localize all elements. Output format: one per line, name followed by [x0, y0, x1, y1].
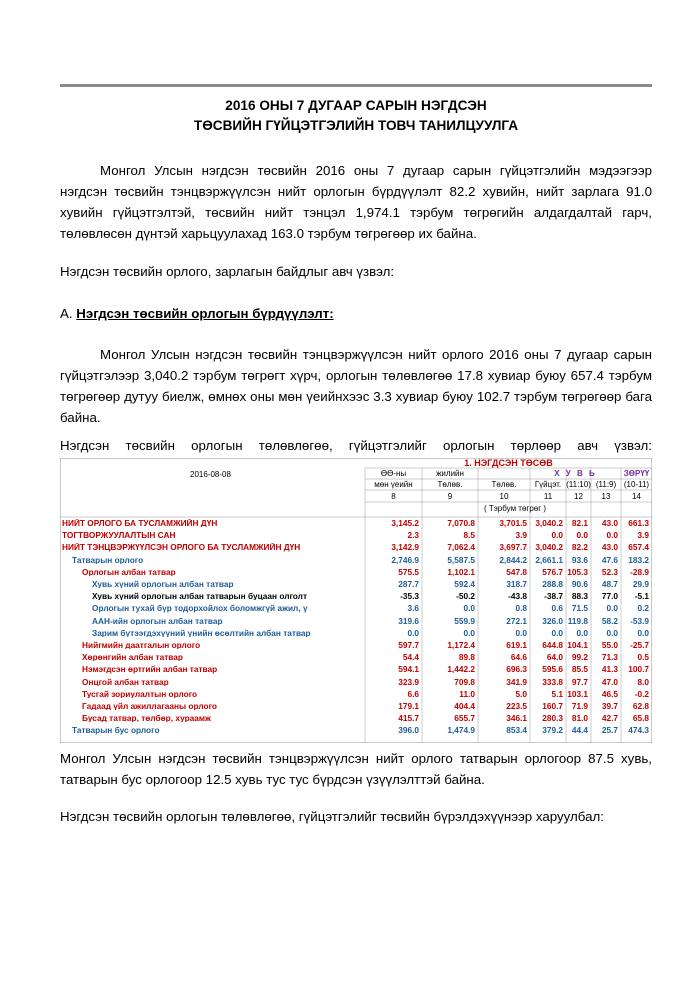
table-cell: 47.6 — [601, 554, 618, 565]
table-row-label: Нийгмийн даатгалын орлого — [82, 641, 201, 650]
table-cell: 119.8 — [567, 615, 588, 626]
table-cell: 65.8 — [632, 713, 649, 724]
table-cell: 64.0 — [546, 652, 563, 663]
table-cell: 11.0 — [459, 688, 475, 699]
table-cell: 341.9 — [506, 676, 527, 687]
table-cell: 77.0 — [601, 591, 618, 602]
table-cell: 346.1 — [506, 713, 527, 724]
table-cell: 104.1 — [567, 640, 588, 650]
table-cell: 0.0 — [637, 627, 649, 638]
table-cell: 2,844.2 — [499, 554, 527, 565]
table-cell: -0.2 — [634, 688, 649, 699]
table-cell: 52.3 — [601, 566, 618, 577]
table-cell: -43.8 — [508, 591, 527, 602]
table-cell: 82.1 — [571, 518, 588, 528]
table-cell: 0.0 — [576, 627, 588, 638]
col-number: 14 — [632, 492, 641, 501]
table-cell: 39.7 — [601, 701, 618, 711]
table-cell: 5.0 — [515, 688, 527, 699]
table-cell: 48.7 — [601, 579, 618, 589]
table-cell: 1,102.1 — [447, 566, 475, 577]
table-cell: 1,172.4 — [447, 640, 475, 650]
col-prev-top: ӨӨ-ны — [380, 469, 407, 478]
table-cell: 43.0 — [601, 542, 618, 553]
table-cell: 6.6 — [407, 688, 419, 699]
table-cell: 644.8 — [542, 640, 563, 650]
table-row-label: НИЙТ ТЭНЦВЭРЖҮҮЛСЭН ОРЛОГО БА ТУСЛАМЖИЙН ДҮН — [62, 543, 301, 552]
table-row-label: Бусад татвар, төлбөр, хураамж — [82, 714, 211, 723]
table-cell: 3,145.2 — [391, 518, 419, 528]
table-cell: -35.3 — [400, 591, 419, 602]
table-cell: 0.0 — [606, 603, 618, 614]
col-number: 10 — [499, 492, 509, 501]
table-cell: 47.0 — [601, 676, 618, 687]
table-cell: 41.3 — [601, 664, 618, 675]
table-cell: 46.5 — [601, 688, 618, 699]
table-cell: 0.0 — [463, 603, 475, 614]
table-row-label: ААН-ийн орлогын албан татвар — [92, 616, 223, 625]
table-cell: 54.4 — [402, 652, 419, 663]
table-cell: 559.9 — [454, 615, 475, 626]
table-cell: 0.0 — [407, 627, 419, 638]
table-cell: 179.1 — [398, 701, 419, 711]
table-cell: 323.9 — [398, 676, 419, 687]
table-cell: 81.0 — [571, 713, 588, 724]
table-cell: 592.4 — [454, 579, 475, 589]
table-cell: 160.7 — [542, 701, 563, 711]
table-main-header: 1. НЭГДСЭН ТӨСӨВ — [464, 458, 553, 468]
col-number: 8 — [391, 492, 396, 501]
table-cell: 7,062.4 — [447, 542, 475, 553]
col-diff: (10-11) — [623, 480, 650, 489]
table-cell: 333.8 — [542, 676, 563, 687]
table-cell: 2,661.1 — [535, 554, 563, 565]
col-year-top: жилийн — [436, 469, 464, 478]
table-cell: 696.3 — [506, 664, 527, 675]
table-cell: 404.4 — [454, 701, 475, 711]
paragraph-summary — [60, 160, 652, 244]
table-cell: 5,587.5 — [447, 554, 475, 565]
col-pct2: (11:9) — [595, 480, 617, 489]
table-cell: 595.6 — [542, 664, 563, 675]
table-cell: 326.0 — [542, 615, 563, 626]
table-cell: 8.5 — [463, 530, 475, 541]
table-cell: 64.6 — [510, 652, 527, 663]
table-cell: 396.0 — [398, 725, 419, 736]
unit-label: ( Тэрбум төгрөг ) — [483, 504, 547, 513]
doc-title-line2: ТӨСВИЙН ГҮЙЦЭТГЭЛИЙН ТОВЧ ТАНИЛЦУУЛГА — [193, 118, 519, 133]
table-row-label: Хөрөнгийн албан татвар — [82, 653, 183, 662]
col-year-bot: Төлөв. — [437, 480, 463, 489]
table-cell: 0.5 — [637, 652, 649, 663]
table-cell: 547.8 — [506, 566, 527, 577]
table-cell: 318.7 — [506, 579, 527, 589]
table-cell: 0.2 — [637, 603, 649, 614]
table-cell: 58.2 — [601, 615, 618, 626]
table-row-label: ТОГТВОРЖУУЛАЛТЫН САН — [62, 531, 176, 540]
table-cell: 71.3 — [601, 652, 618, 663]
table-cell: 7,070.8 — [447, 518, 475, 528]
table-cell: -50.2 — [456, 591, 475, 602]
table-cell: -28.9 — [630, 566, 649, 577]
table-cell: 62.8 — [632, 701, 649, 711]
table-row-label: Нэмэгдсэн өртгийн албан татвар — [82, 665, 218, 674]
table-row-label: Зарим бүтээгдэхүүний үнийн өсөлтийн албан татвар — [92, 628, 311, 638]
table-cell: 85.5 — [571, 664, 588, 675]
table-cell: 657.4 — [628, 542, 649, 553]
table-cell: 474.3 — [628, 725, 649, 736]
col-number: 9 — [447, 492, 453, 501]
table-cell: 99.2 — [571, 652, 588, 663]
table-cell: 105.3 — [567, 566, 588, 577]
table-cell: 415.7 — [398, 713, 419, 724]
col-pct1: (11:10) — [566, 480, 591, 489]
col-plan: Төлөв. — [491, 480, 517, 489]
section-title: Нэгдсэн төсвийн орлогын бүрдүүлэлт: — [76, 306, 334, 321]
table-cell: 8.0 — [637, 676, 649, 687]
table-cell: 0.8 — [515, 603, 527, 614]
table-row-label: Татварын орлого — [72, 555, 144, 564]
paragraph-table-intro: Нэгдсэн төсвийн орлогын төлөвлөгөө, гүйцэтгэлийг орлогын төрлөөр авч үзвэл: — [60, 438, 652, 453]
paragraph-components: Нэгдсэн төсвийн орлогын төлөвлөгөө, гүйцэтгэлийг төсвийн бүрэлдэхүүнээр харуулбал: — [60, 809, 604, 824]
table-cell: 5.1 — [551, 688, 563, 699]
table-cell: 661.3 — [628, 518, 649, 528]
table-cell: 82.2 — [571, 542, 588, 553]
table-cell: 2,746.9 — [391, 554, 419, 565]
table-cell: 379.2 — [542, 725, 563, 736]
table-cell: 100.7 — [628, 664, 649, 675]
table-cell: 0.0 — [551, 530, 563, 541]
table-cell: 576.7 — [542, 566, 563, 577]
table-cell: -5.1 — [634, 591, 649, 602]
col-actual: Гүйцэт. — [534, 480, 562, 489]
table-cell: 288.8 — [542, 579, 563, 589]
col-diff-group: ЗӨРҮҮ — [623, 469, 650, 478]
table-cell: 55.0 — [601, 640, 618, 650]
col-number: 11 — [543, 492, 553, 501]
table-cell: 93.6 — [571, 554, 588, 565]
table-cell: 0.0 — [606, 530, 618, 541]
table-cell: 594.1 — [398, 664, 419, 675]
table-cell: 103.1 — [567, 688, 588, 699]
paragraph-composition: Монгол Улсын нэгдсэн төсвийн тэнцвэржүүлсэн нийт орлого татварын орлогоор 87.5 хувь, татварын бус орлогоор 12.5 хувь тус тус бүрдсэн үзүүлэлттэй байна. — [60, 751, 652, 787]
table-cell: 280.3 — [542, 713, 563, 724]
header-rule — [60, 84, 652, 87]
col-number: 13 — [601, 492, 611, 501]
section-prefix: А. — [60, 306, 73, 321]
table-cell: 619.1 — [506, 640, 527, 650]
table-row-label: Хувь хүний орлогын албан татвар — [92, 580, 234, 589]
col-prev-bot: мөн үеийн — [374, 480, 413, 489]
table-cell: 853.4 — [506, 725, 527, 736]
table-cell: 25.7 — [601, 725, 618, 736]
table-row-label: Хувь хүний орлогын албан татварын буцаан олголт — [92, 592, 308, 601]
table-cell: -38.7 — [544, 591, 563, 602]
table-cell: 43.0 — [601, 518, 618, 528]
table-cell: 44.4 — [571, 725, 588, 736]
table-row-label: Орлогын тухай бүр тодорхойлох боломжгүй ажил, ү — [92, 604, 308, 613]
table-cell: 223.5 — [506, 701, 527, 711]
budget-table — [60, 458, 652, 743]
table-cell: 597.7 — [398, 640, 419, 650]
table-cell: 3.9 — [515, 530, 527, 541]
table-cell: 272.1 — [506, 615, 527, 626]
table-cell: 319.6 — [398, 615, 419, 626]
col-pct-group: Х У В Ь — [554, 469, 597, 478]
section-heading — [60, 303, 652, 324]
table-cell: 0.6 — [551, 603, 563, 614]
table-cell: 2.3 — [407, 530, 419, 541]
table-cell: 3,040.2 — [535, 542, 563, 553]
table-cell: 0.0 — [515, 627, 527, 638]
table-cell: 3,697.7 — [499, 542, 527, 553]
table-row-label: Онцгой албан татвар — [82, 677, 169, 686]
table-row-label: Орлогын албан татвар — [82, 567, 176, 577]
table-cell: 42.7 — [601, 713, 618, 724]
table-cell: 71.9 — [571, 701, 588, 711]
table-row-label: Гадаад үйл ажиллагааны орлого — [82, 702, 217, 711]
table-cell: 3,142.9 — [391, 542, 419, 553]
table-cell: 3.6 — [407, 603, 419, 614]
table-cell: 90.6 — [571, 579, 588, 589]
col-number: 12 — [574, 492, 583, 501]
table-cell: 1,442.2 — [447, 664, 475, 675]
table-cell: 3,040.2 — [535, 518, 563, 528]
table-cell: 0.0 — [551, 627, 563, 638]
table-row-label: НИЙТ ОРЛОГО БА ТУСЛАМЖИЙН ДҮН — [62, 519, 218, 528]
table-cell: 3,701.5 — [499, 518, 527, 528]
paragraph-summary-text: Монгол Улсын нэгдсэн төсвийн 2016 оны 7 дугаар сарын гүйцэтгэлийн мэдээгээр нэгдсэн төсвийн тэнцвэржүүлсэн нийт орлогын бүрдүүлэлт 82.2 хувийн, нийт зарлага 91.0 хувийн гүйцэтгэлтэй, төсвийн нийт тэнцэл 1,974.1 тэрбум төгрөгийн алдагдалтай гарч, төлөвлөсөн дүнтэй харьцуулахад 163.0 тэрбум төгрөгөөр их байна. — [60, 163, 652, 241]
table-row-label: Татварын бус орлого — [72, 726, 160, 735]
table-cell: 0.0 — [463, 627, 475, 638]
table-cell: -25.7 — [630, 640, 649, 650]
table-date: 2016-08-08 — [190, 470, 231, 479]
table-cell: 88.3 — [571, 591, 588, 602]
paragraph-revenue-text: Монгол Улсын нэгдсэн төсвийн тэнцвэржүүлсэн нийт орлого 2016 оны 7 дугаар сарын гүйцэтгэлээр 3,040.2 тэрбум төгрөгт хүрч, орлогын төлөвлөгөө 17.8 хувиар буюу 657.4 тэрбум төгрөгөөр дутуу биелж, өмнөх оны мөн үеийнхээс 3.3 хувиар буюу 102.7 тэрбум төгрөгөөр бага байна. — [60, 347, 652, 425]
table-cell: 655.7 — [454, 713, 475, 724]
table-cell: 709.8 — [454, 676, 475, 687]
table-cell: -53.9 — [630, 615, 649, 626]
table-cell: 183.2 — [628, 554, 649, 565]
doc-title-line1: 2016 ОНЫ 7 ДУГААР САРЫН НЭГДСЭН — [225, 98, 487, 113]
table-row-label: Тусгай зориулалтын орлого — [82, 689, 198, 699]
table-cell: 1,474.9 — [447, 725, 475, 736]
table-cell: 0.0 — [606, 627, 618, 638]
paragraph-revenue — [60, 344, 652, 428]
table-cell: 575.5 — [398, 566, 419, 577]
table-cell: 3.9 — [637, 530, 649, 541]
table-cell: 97.7 — [571, 676, 588, 687]
table-cell: 89.8 — [458, 652, 475, 663]
paragraph-intro: Нэгдсэн төсвийн орлого, зарлагын байдлыг авч үзвэл: — [60, 264, 395, 279]
table-cell: 29.9 — [632, 579, 649, 589]
table-cell: 71.5 — [571, 603, 588, 614]
table-cell: 0.0 — [576, 530, 588, 541]
table-cell: 287.7 — [398, 579, 419, 589]
